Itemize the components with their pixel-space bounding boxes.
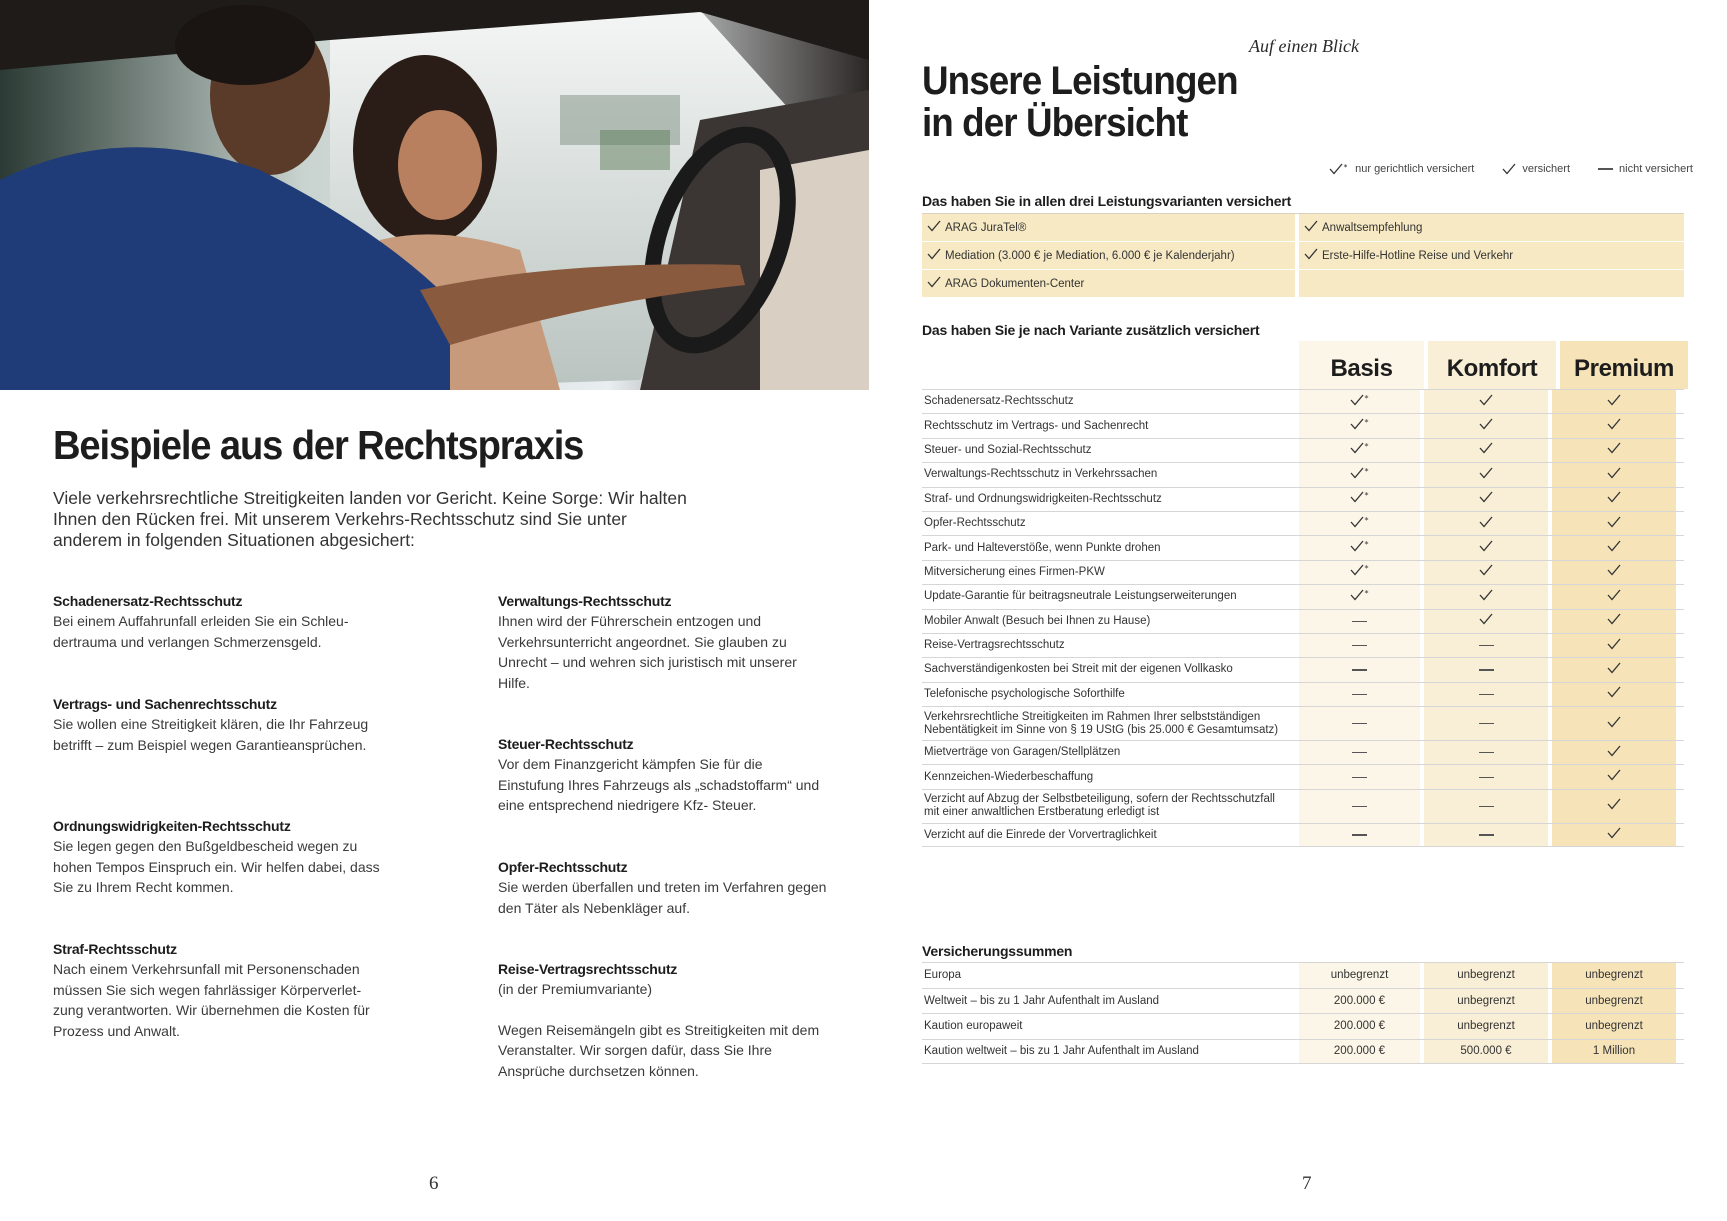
included-item	[1299, 214, 1684, 242]
check-icon	[1607, 661, 1621, 679]
all-variants-column	[1299, 214, 1684, 298]
check-star-icon	[1350, 393, 1370, 411]
included-item	[922, 242, 1295, 270]
example-item	[498, 857, 828, 918]
example-text: Bei einem Auffahrunfall erleiden Sie ein Schleudertrauma und verlangen Schmerzensgeld.	[53, 613, 349, 650]
cell-komfort	[1420, 414, 1548, 437]
check-icon	[1607, 637, 1621, 655]
feature-label: Straf- und Ordnungswidrigkeiten-Rechtsschutz	[924, 492, 1162, 505]
check-star-icon	[1350, 515, 1370, 533]
feature-row	[922, 413, 1684, 437]
example-item	[53, 694, 383, 755]
cell-basis	[1295, 439, 1420, 462]
feature-row	[922, 682, 1684, 706]
example-text: Sie wollen eine Streitigkeit klären, die Ihr Fahrzeug betrifft – zum Beispiel wegen Garantieansprüchen.	[53, 716, 369, 753]
feature-label: Schadenersatz-Rechtsschutz	[924, 395, 1074, 408]
cell-premium	[1548, 765, 1676, 788]
sum-value-premium: unbegrenzt	[1548, 1014, 1676, 1039]
legend-label: versichert	[1522, 163, 1571, 175]
feature-row	[922, 487, 1684, 511]
cell-komfort	[1420, 585, 1548, 608]
check-icon	[1502, 163, 1516, 175]
example-title: Schadenersatz-Rechtsschutz	[53, 593, 243, 609]
cell-premium	[1548, 390, 1676, 413]
check-icon	[1479, 588, 1493, 606]
feature-table	[922, 389, 1684, 847]
cell-premium	[1548, 707, 1676, 740]
feature-row	[922, 609, 1684, 633]
check-icon	[927, 276, 941, 291]
feature-row	[922, 823, 1684, 847]
dash-icon	[1352, 723, 1367, 724]
column-header-premium: Premium	[1560, 341, 1688, 389]
cell-premium	[1548, 414, 1676, 437]
cell-premium	[1548, 610, 1676, 633]
svg-text:*: *	[1364, 491, 1368, 501]
dash-icon	[1479, 752, 1494, 753]
cell-basis	[1295, 634, 1420, 657]
example-text: Wegen Reisemängeln gibt es Streitigkeiten mit dem Veranstalter. Wir sorgen dafür, dass Sie Ihre Ansprüche durchsetzen können.	[498, 1021, 820, 1079]
cell-premium	[1548, 790, 1676, 823]
page-number: 7	[1302, 1173, 1312, 1194]
legend-item	[1598, 163, 1693, 175]
feature-row	[922, 462, 1684, 486]
check-icon	[1607, 797, 1621, 815]
check-star-icon	[1350, 417, 1370, 435]
feature-label: Verkehrsrechtliche Streitigkeiten im Rahmen Ihrer selbstständigen Nebentätigkeit im Sinne von § 19 UStG (bis 25.000 € Gesamtumsatz)	[924, 710, 1279, 736]
cell-komfort	[1420, 512, 1548, 535]
feature-row	[922, 657, 1684, 681]
sum-value-basis: unbegrenzt	[1295, 963, 1420, 988]
example-title: Vertrags- und Sachenrechtsschutz	[53, 696, 277, 712]
dash-icon	[1352, 621, 1367, 622]
cell-premium	[1548, 561, 1676, 584]
cell-basis	[1295, 390, 1420, 413]
feature-row	[922, 584, 1684, 608]
feature-label: Sachverständigenkosten bei Streit mit der eigenen Vollkasko	[924, 663, 1233, 676]
cell-premium	[1548, 683, 1676, 706]
dash-icon	[1352, 645, 1367, 646]
legend-label: nicht versichert	[1619, 163, 1693, 175]
cell-komfort	[1420, 390, 1548, 413]
cell-premium	[1548, 634, 1676, 657]
check-icon	[1607, 826, 1621, 844]
legend-item	[1502, 163, 1570, 175]
check-icon	[1304, 248, 1318, 263]
sum-row	[922, 1039, 1684, 1065]
all-variants-column	[922, 214, 1295, 298]
car-photo	[0, 0, 869, 390]
feature-label: Opfer-Rechtsschutz	[924, 517, 1026, 530]
cell-basis	[1295, 536, 1420, 559]
sum-value-premium: unbegrenzt	[1548, 989, 1676, 1014]
example-title: Straf-Rechtsschutz	[53, 941, 177, 957]
cell-premium	[1548, 488, 1676, 511]
dash-icon	[1479, 777, 1494, 778]
feature-label: Reise-Vertragsrechtsschutz	[924, 639, 1065, 652]
feature-label: Verzicht auf die Einrede der Vorvertraglichkeit	[924, 828, 1157, 841]
column-header-komfort: Komfort	[1428, 341, 1556, 389]
cell-premium	[1548, 512, 1676, 535]
cell-komfort	[1420, 634, 1548, 657]
check-star-icon	[1350, 563, 1370, 581]
svg-text:*: *	[1364, 564, 1368, 574]
feature-label: Park- und Halteverstöße, wenn Punkte drohen	[924, 541, 1161, 554]
example-title: Ordnungswidrigkeiten-Rechtsschutz	[53, 818, 291, 834]
cell-basis	[1295, 765, 1420, 788]
all-variants-box	[922, 213, 1684, 297]
cell-premium	[1548, 463, 1676, 486]
check-icon	[1607, 715, 1621, 733]
check-icon	[927, 248, 941, 263]
sum-value-basis: 200.000 €	[1295, 1014, 1420, 1039]
check-star-icon	[1350, 490, 1370, 508]
section-heading: Das haben Sie in allen drei Leistungsvarianten versichert	[922, 193, 1292, 209]
included-item	[922, 214, 1295, 242]
check-icon	[1607, 744, 1621, 762]
feature-label: Rechtsschutz im Vertrags- und Sachenrecht	[924, 419, 1149, 432]
feature-row	[922, 789, 1684, 823]
check-icon	[1304, 220, 1318, 235]
check-icon	[1479, 393, 1493, 411]
cell-komfort	[1420, 536, 1548, 559]
dash-icon	[1479, 669, 1494, 670]
cell-premium	[1548, 741, 1676, 764]
feature-row	[922, 438, 1684, 462]
kicker: Auf einen Blick	[1249, 36, 1359, 56]
sum-value-premium: unbegrenzt	[1548, 963, 1676, 988]
cell-komfort	[1420, 790, 1548, 823]
cell-basis	[1295, 707, 1420, 740]
column-header-basis: Basis	[1299, 341, 1424, 389]
cell-premium	[1548, 658, 1676, 681]
check-icon	[1607, 539, 1621, 557]
sum-row	[922, 1013, 1684, 1039]
check-icon	[1607, 417, 1621, 435]
included-item-label: Anwaltsempfehlung	[1322, 221, 1423, 234]
included-item-label: ARAG JuraTel®	[945, 221, 1027, 234]
feature-label: Verwaltungs-Rechtsschutz in Verkehrssachen	[924, 468, 1158, 481]
check-icon	[1479, 490, 1493, 508]
dash-icon	[1352, 777, 1367, 778]
example-text: Vor dem Finanzgericht kämpfen Sie für die Einstufung Ihres Fahrzeugs als „schadstoffarm“ und eine entsprechend niedrigere Kfz- Steuer.	[498, 756, 820, 813]
check-star-icon	[1350, 466, 1370, 484]
sum-value-komfort: 500.000 €	[1420, 1040, 1548, 1064]
example-text: Sie werden überfallen und treten im Verfahren gegen den Täter als Nebenkläger auf.	[498, 879, 827, 916]
cell-basis	[1295, 610, 1420, 633]
svg-text:*: *	[1364, 515, 1368, 525]
svg-text:*: *	[1343, 163, 1348, 172]
check-icon	[1479, 466, 1493, 484]
example-text: Nach einem Verkehrsunfall mit Personenschaden müssen Sie sich wegen fahrlässiger Körperverletzung verantworten. Wir übernehmen die Kosten für Prozess und Anwalt.	[53, 961, 370, 1039]
check-icon	[1607, 490, 1621, 508]
example-item	[498, 959, 828, 1081]
cell-premium	[1548, 439, 1676, 462]
dash-icon	[1352, 669, 1367, 670]
feature-label: Update-Garantie für beitragsneutrale Leistungserweiterungen	[924, 590, 1237, 603]
check-icon	[1479, 612, 1493, 630]
check-icon	[1607, 768, 1621, 786]
check-icon	[1479, 417, 1493, 435]
example-subtitle: (in der Premiumvariante)	[498, 981, 653, 997]
cell-komfort	[1420, 488, 1548, 511]
check-icon	[1479, 515, 1493, 533]
cell-basis	[1295, 658, 1420, 681]
cell-komfort	[1420, 765, 1548, 788]
included-item	[922, 270, 1295, 298]
feature-row	[922, 560, 1684, 584]
example-title: Opfer-Rechtsschutz	[498, 859, 628, 875]
sum-row	[922, 988, 1684, 1014]
example-item	[498, 734, 828, 816]
included-item-label: Mediation (3.000 € je Mediation, 6.000 € je Kalenderjahr)	[945, 249, 1235, 262]
check-star-icon	[1329, 163, 1349, 175]
section-title: Beispiele aus der Rechtspraxis	[53, 422, 584, 468]
cell-basis	[1295, 585, 1420, 608]
example-text: Sie legen gegen den Bußgeldbescheid wegen zu hohen Tempos Einspruch ein. Wir helfen dabei, dass Sie zu Ihrem Recht kommen.	[53, 838, 380, 895]
cell-basis	[1295, 488, 1420, 511]
title-line: Unsere Leistungen	[922, 59, 1238, 103]
sum-value-basis: 200.000 €	[1295, 1040, 1420, 1064]
check-icon	[1607, 685, 1621, 703]
check-icon	[1607, 466, 1621, 484]
sum-value-premium: 1 Million	[1548, 1040, 1676, 1064]
svg-text:*: *	[1364, 466, 1368, 476]
feature-label: Verzicht auf Abzug der Selbstbeteiligung, sofern der Rechtsschutzfall mit einer anwaltlichen Erstberatung erledigt ist	[924, 793, 1275, 819]
svg-text:*: *	[1364, 442, 1368, 452]
example-item	[53, 816, 383, 898]
svg-text:*: *	[1364, 540, 1368, 550]
feature-label: Mobiler Anwalt (Besuch bei Ihnen zu Hause)	[924, 614, 1151, 627]
page-title	[922, 60, 1238, 144]
sum-label: Europa	[924, 969, 962, 982]
cell-komfort	[1420, 463, 1548, 486]
feature-row	[922, 706, 1684, 740]
check-icon	[1607, 612, 1621, 630]
sum-value-komfort: unbegrenzt	[1420, 1014, 1548, 1039]
right-page	[869, 0, 1727, 1221]
cell-komfort	[1420, 824, 1548, 846]
dash-icon	[1352, 834, 1367, 835]
svg-text:*: *	[1364, 418, 1368, 428]
feature-row	[922, 764, 1684, 788]
check-icon	[927, 220, 941, 235]
included-item-label: Erste-Hilfe-Hotline Reise und Verkehr	[1322, 249, 1514, 262]
legend-label: nur gerichtlich versichert	[1355, 163, 1475, 175]
cell-basis	[1295, 512, 1420, 535]
cell-basis	[1295, 463, 1420, 486]
check-icon	[1607, 441, 1621, 459]
cell-komfort	[1420, 741, 1548, 764]
sum-row	[922, 962, 1684, 988]
dash-icon	[1479, 806, 1494, 807]
title-line: in der Übersicht	[922, 101, 1188, 145]
cell-komfort	[1420, 658, 1548, 681]
feature-row	[922, 535, 1684, 559]
feature-row	[922, 633, 1684, 657]
feature-label: Mitversicherung eines Firmen-PKW	[924, 565, 1105, 578]
included-item	[1299, 242, 1684, 270]
feature-label: Steuer- und Sozial-Rechtsschutz	[924, 443, 1092, 456]
check-icon	[1607, 588, 1621, 606]
example-text: Ihnen wird der Führerschein entzogen und Verkehrsunterricht angeordnet. Sie glauben zu Unrecht – und wehren sich juristisch mit unserer Hilfe.	[498, 613, 797, 691]
legend-item	[1329, 163, 1474, 175]
feature-row	[922, 511, 1684, 535]
cell-komfort	[1420, 683, 1548, 706]
feature-label: Mietverträge von Garagen/Stellplätzen	[924, 746, 1121, 759]
included-item-label: ARAG Dokumenten-Center	[945, 277, 1085, 290]
feature-row	[922, 389, 1684, 413]
cell-komfort	[1420, 707, 1548, 740]
example-title: Steuer-Rechtsschutz	[498, 736, 634, 752]
sum-label: Weltweit – bis zu 1 Jahr Aufenthalt im Ausland	[924, 994, 1160, 1007]
legend	[1293, 163, 1693, 175]
cell-premium	[1548, 824, 1676, 846]
feature-label: Telefonische psychologische Soforthilfe	[924, 687, 1125, 700]
sum-label: Kaution europaweit	[924, 1020, 1023, 1033]
check-star-icon	[1350, 441, 1370, 459]
dash-icon	[1352, 694, 1367, 695]
example-item	[53, 591, 383, 652]
section-heading: Versicherungssummen	[922, 943, 1073, 959]
cell-basis	[1295, 683, 1420, 706]
intro-text: Viele verkehrsrechtliche Streitigkeiten landen vor Gericht. Keine Sorge: Wir halten Ihnen den Rücken frei. Mit unserem Verkehrs-Rechtsschutz sind Sie unter anderem in folgenden Situationen abgesichert:	[53, 488, 687, 550]
sum-label: Kaution weltweit – bis zu 1 Jahr Aufenthalt im Ausland	[924, 1045, 1199, 1058]
dash-icon	[1352, 752, 1367, 753]
check-icon	[1479, 539, 1493, 557]
cell-basis	[1295, 741, 1420, 764]
cell-basis	[1295, 561, 1420, 584]
cell-komfort	[1420, 561, 1548, 584]
example-item	[498, 591, 828, 693]
cell-basis	[1295, 414, 1420, 437]
svg-text:*: *	[1364, 393, 1368, 403]
cell-komfort	[1420, 439, 1548, 462]
sums-table	[922, 962, 1684, 1064]
example-item	[53, 939, 383, 1041]
feature-row	[922, 740, 1684, 764]
check-icon	[1479, 441, 1493, 459]
cell-premium	[1548, 536, 1676, 559]
dash-icon	[1479, 723, 1494, 724]
sum-value-komfort: unbegrenzt	[1420, 989, 1548, 1014]
cell-basis	[1295, 824, 1420, 846]
cell-basis	[1295, 790, 1420, 823]
sum-value-basis: 200.000 €	[1295, 989, 1420, 1014]
dash-icon	[1479, 834, 1494, 835]
svg-text:*: *	[1364, 588, 1368, 598]
cell-premium	[1548, 585, 1676, 608]
page-number: 6	[429, 1173, 439, 1194]
included-item-empty	[1299, 270, 1684, 298]
example-title: Reise-Vertragsrechtsschutz	[498, 961, 678, 977]
sum-value-komfort: unbegrenzt	[1420, 963, 1548, 988]
cell-komfort	[1420, 610, 1548, 633]
dash-icon	[1598, 168, 1613, 169]
check-star-icon	[1350, 588, 1370, 606]
dash-icon	[1479, 645, 1494, 646]
check-icon	[1479, 563, 1493, 581]
check-icon	[1607, 515, 1621, 533]
check-star-icon	[1350, 539, 1370, 557]
dash-icon	[1352, 806, 1367, 807]
dash-icon	[1479, 694, 1494, 695]
feature-label: Kennzeichen-Wiederbeschaffung	[924, 770, 1094, 783]
example-title: Verwaltungs-Rechtsschutz	[498, 593, 672, 609]
section-heading: Das haben Sie je nach Variante zusätzlich versichert	[922, 322, 1260, 338]
check-icon	[1607, 563, 1621, 581]
check-icon	[1607, 393, 1621, 411]
